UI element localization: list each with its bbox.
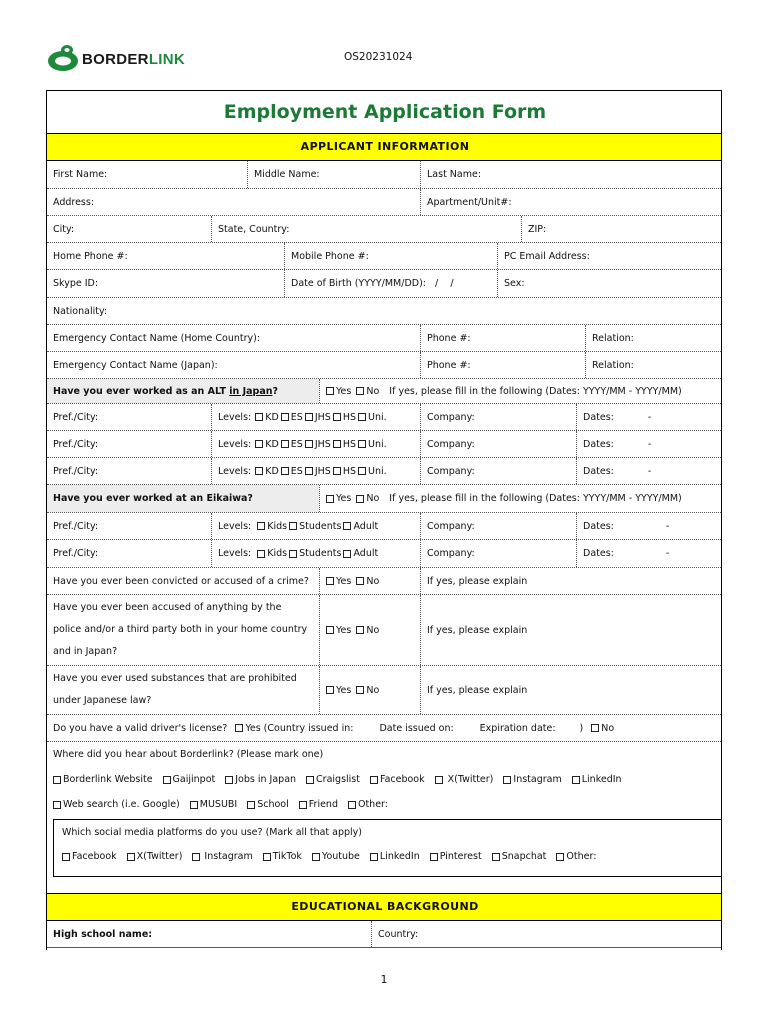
eikaiwa-pref-city-field[interactable]: Pref./City: <box>53 520 99 532</box>
nationality-row <box>47 298 721 325</box>
substances-question-row <box>47 666 721 715</box>
crime-question: Have you ever been convicted or accused of a crime? <box>53 575 309 587</box>
alt-entry-row <box>47 431 721 458</box>
license-expiration[interactable]: Expiration date: <box>479 722 556 734</box>
police-answer <box>319 595 420 665</box>
police-question-row <box>47 595 721 666</box>
social-youtube-checkbox[interactable]: Youtube <box>312 851 360 862</box>
city-row <box>47 216 721 243</box>
eikaiwa-levels: Levels: Kids Students Adult <box>211 540 420 567</box>
eikaiwa-company-field[interactable]: Company: <box>420 540 576 567</box>
police-question: Have you ever been accused of anything by the police and/or a third party both in your home country and in Japan? <box>53 602 308 657</box>
social-snapchat-checkbox[interactable]: Snapchat <box>492 851 547 862</box>
nationality-field[interactable]: Nationality: <box>53 305 108 317</box>
referral-question: Where did you hear about Borderlink? (Please mark one) <box>53 749 324 760</box>
alt-company-field[interactable]: Company: <box>420 431 576 457</box>
apartment-field[interactable]: Apartment/Unit#: <box>420 189 721 215</box>
level-hs-checkbox[interactable]: HS <box>333 439 356 450</box>
emergency-home-phone-field[interactable]: Phone #: <box>420 325 585 351</box>
address-field[interactable]: Address: <box>53 196 95 208</box>
level-es-checkbox[interactable]: ES <box>281 412 303 423</box>
referral-other-checkbox[interactable]: Other: <box>348 799 388 810</box>
license-no-checkbox[interactable]: No <box>591 723 614 734</box>
crime-answer <box>319 568 420 594</box>
social-media-block <box>53 819 722 877</box>
referral-gaijinpot-checkbox[interactable]: Gaijinpot <box>163 774 216 785</box>
alt-company-field[interactable]: Company: <box>420 404 576 430</box>
crime-no-checkbox[interactable]: No <box>356 576 379 587</box>
alt-note: If yes, please fill in the following (Dates: YYYY/MM - YYYY/MM) <box>389 385 682 397</box>
social-other-checkbox[interactable]: Other: <box>556 851 596 862</box>
alt-yes-checkbox[interactable]: Yes <box>326 386 351 397</box>
level-kd-checkbox[interactable]: KD <box>255 412 279 423</box>
crime-question-row <box>47 568 721 595</box>
alt-answer <box>319 379 721 403</box>
alt-dates-field[interactable]: Dates: - <box>576 458 721 484</box>
address-row <box>47 189 721 216</box>
level-kd-checkbox[interactable]: KD <box>255 439 279 450</box>
phone-row <box>47 243 721 270</box>
eikaiwa-answer <box>319 485 721 512</box>
alt-dates-field[interactable]: Dates: - <box>576 404 721 430</box>
zip-field[interactable]: ZIP: <box>521 216 721 242</box>
referral-linkedin-checkbox[interactable]: LinkedIn <box>572 774 622 785</box>
level-kd-checkbox[interactable]: KD <box>255 466 279 477</box>
referral-friend-checkbox[interactable]: Friend <box>299 799 338 810</box>
substances-answer <box>319 666 420 714</box>
alt-levels: Levels: KD ES JHS HS Uni. <box>211 431 420 457</box>
substances-yes-checkbox[interactable]: Yes <box>326 685 351 696</box>
referral-instagram-checkbox[interactable]: Instagram <box>503 774 561 785</box>
social-media-question: Which social media platforms do you use? (Mark all that apply) <box>62 827 363 838</box>
alt-pref-city-field[interactable]: Pref./City: <box>53 465 99 477</box>
sex-field[interactable]: Sex: <box>497 270 721 297</box>
emergency-japan-row <box>47 352 721 379</box>
eikaiwa-levels: Levels: Kids Students Adult <box>211 513 420 539</box>
substances-question: Have you ever used substances that are prohibited under Japanese law? <box>53 673 297 706</box>
police-yes-checkbox[interactable]: Yes <box>326 625 351 636</box>
city-field[interactable]: City: <box>53 223 75 235</box>
form-title: Employment Application Form <box>223 101 547 123</box>
level-students-checkbox[interactable]: Students <box>289 548 341 559</box>
social-facebook-checkbox[interactable]: Facebook <box>62 851 117 862</box>
alt-pref-city-field[interactable]: Pref./City: <box>53 438 99 450</box>
alt-company-field[interactable]: Company: <box>420 458 576 484</box>
alt-entry-row <box>47 404 721 431</box>
level-students-checkbox[interactable]: Students <box>289 521 341 532</box>
emergency-japan-relation-field[interactable]: Relation: <box>585 352 721 378</box>
license-yes-checkbox[interactable]: Yes (Country issued in: <box>235 723 353 734</box>
referral-musubi-checkbox[interactable]: MUSUBI <box>190 799 237 810</box>
date-of-birth-field[interactable]: Date of Birth (YYYY/MM/DD): / / <box>284 270 497 297</box>
license-row <box>47 715 721 742</box>
alt-question-row <box>47 379 721 404</box>
level-uni-checkbox[interactable]: Uni. <box>358 466 387 477</box>
borderlink-logo-icon <box>46 42 80 76</box>
social-tiktok-checkbox[interactable]: TikTok <box>263 851 302 862</box>
high-school-name-field[interactable]: High school name: <box>53 928 153 940</box>
alt-pref-city-field[interactable]: Pref./City: <box>53 411 99 423</box>
referral-options-row-1 <box>53 774 632 785</box>
social-media-options <box>62 851 606 862</box>
state-country-field[interactable]: State, Country: <box>211 216 521 242</box>
referral-borderlink-website-checkbox[interactable]: Borderlink Website <box>53 774 153 785</box>
eikaiwa-dates-field[interactable]: Dates: - <box>576 540 721 567</box>
eikaiwa-company-field[interactable]: Company: <box>420 513 576 539</box>
social-linkedin-checkbox[interactable]: LinkedIn <box>370 851 420 862</box>
police-no-checkbox[interactable]: No <box>356 625 379 636</box>
alt-levels: Levels: KD ES JHS HS Uni. <box>211 458 420 484</box>
level-es-checkbox[interactable]: ES <box>281 466 303 477</box>
alt-levels: Levels: KD ES JHS HS Uni. <box>211 404 420 430</box>
eikaiwa-dates-field[interactable]: Dates: - <box>576 513 721 539</box>
police-explain-field[interactable]: If yes, please explain <box>420 595 721 665</box>
borderlink-logo <box>46 42 196 78</box>
social-pinterest-checkbox[interactable]: Pinterest <box>430 851 482 862</box>
high-school-row <box>47 921 721 948</box>
section-educational-background: EDUCATIONAL BACKGROUND <box>47 893 722 921</box>
level-kids-checkbox[interactable]: Kids <box>257 521 287 532</box>
emergency-japan-phone-field[interactable]: Phone #: <box>420 352 585 378</box>
referral-jobs-in-japan-checkbox[interactable]: Jobs in Japan <box>225 774 296 785</box>
level-es-checkbox[interactable]: ES <box>281 439 303 450</box>
eikaiwa-entry-row <box>47 540 721 568</box>
level-hs-checkbox[interactable]: HS <box>333 466 356 477</box>
license-date-issued[interactable]: Date issued on: <box>379 722 454 734</box>
referral-twitter-checkbox[interactable]: X(Twitter) <box>435 774 494 785</box>
name-row <box>47 161 721 189</box>
logo-text: BORDERLINK <box>82 51 186 68</box>
license-question: Do you have a valid driver's license? Yes (Country issued in: Date issued on: Expiration date: ) No <box>53 722 615 734</box>
high-school-country-field[interactable]: Country: <box>371 921 721 947</box>
referral-craigslist-checkbox[interactable]: Craigslist <box>306 774 360 785</box>
referral-facebook-checkbox[interactable]: Facebook <box>370 774 425 785</box>
home-phone-field[interactable]: Home Phone #: <box>53 250 128 262</box>
emergency-home-row <box>47 325 721 352</box>
eikaiwa-no-checkbox[interactable]: No <box>356 493 379 504</box>
level-uni-checkbox[interactable]: Uni. <box>358 412 387 423</box>
level-kids-checkbox[interactable]: Kids <box>257 548 287 559</box>
alt-entry-row <box>47 458 721 485</box>
social-twitter-checkbox[interactable]: X(Twitter) <box>127 851 183 862</box>
skype-field[interactable]: Skype ID: <box>53 278 99 289</box>
eikaiwa-note: If yes, please fill in the following (Dates: YYYY/MM - YYYY/MM) <box>389 493 682 504</box>
eikaiwa-entry-row <box>47 513 721 540</box>
middle-name-field[interactable]: Middle Name: <box>247 161 420 188</box>
reference-code: OS20231024 <box>344 51 413 63</box>
emergency-home-name-field[interactable]: Emergency Contact Name (Home Country): <box>53 332 261 344</box>
level-jhs-checkbox[interactable]: JHS <box>305 439 331 450</box>
substances-no-checkbox[interactable]: No <box>356 685 379 696</box>
level-jhs-checkbox[interactable]: JHS <box>305 412 331 423</box>
alt-dates-field[interactable]: Dates: - <box>576 431 721 457</box>
section-applicant-information: APPLICANT INFORMATION <box>47 133 722 161</box>
eikaiwa-question: Have you ever worked at an Eikaiwa? <box>47 485 319 512</box>
first-name-field[interactable]: First Name: <box>53 169 108 180</box>
level-jhs-checkbox[interactable]: JHS <box>305 466 331 477</box>
pc-email-field[interactable]: PC Email Address: <box>497 243 721 269</box>
alt-question: Have you ever worked as an ALT in Japan ? <box>47 379 319 403</box>
crime-yes-checkbox[interactable]: Yes <box>326 576 351 587</box>
skype-row <box>47 270 721 298</box>
referral-options-row-2 <box>53 799 398 810</box>
application-form <box>46 90 722 950</box>
level-uni-checkbox[interactable]: Uni. <box>358 439 387 450</box>
crime-explain-field[interactable]: If yes, please explain <box>420 568 721 594</box>
emergency-japan-name-field[interactable]: Emergency Contact Name (Japan): <box>53 359 218 371</box>
social-instagram-checkbox[interactable]: Instagram <box>192 851 252 862</box>
level-adult-checkbox[interactable]: Adult <box>343 521 378 532</box>
eikaiwa-pref-city-field[interactable]: Pref./City: <box>53 548 99 559</box>
mobile-phone-field[interactable]: Mobile Phone #: <box>284 243 497 269</box>
eikaiwa-question-row <box>47 485 721 513</box>
level-adult-checkbox[interactable]: Adult <box>343 548 378 559</box>
alt-no-checkbox[interactable]: No <box>356 386 379 397</box>
referral-web-search-checkbox[interactable]: Web search (i.e. Google) <box>53 799 180 810</box>
last-name-field[interactable]: Last Name: <box>420 161 721 188</box>
page-number: 1 <box>380 973 388 986</box>
substances-explain-field[interactable]: If yes, please explain <box>420 666 721 714</box>
emergency-home-relation-field[interactable]: Relation: <box>585 325 721 351</box>
level-hs-checkbox[interactable]: HS <box>333 412 356 423</box>
referral-school-checkbox[interactable]: School <box>247 799 289 810</box>
eikaiwa-yes-checkbox[interactable]: Yes <box>326 493 351 504</box>
